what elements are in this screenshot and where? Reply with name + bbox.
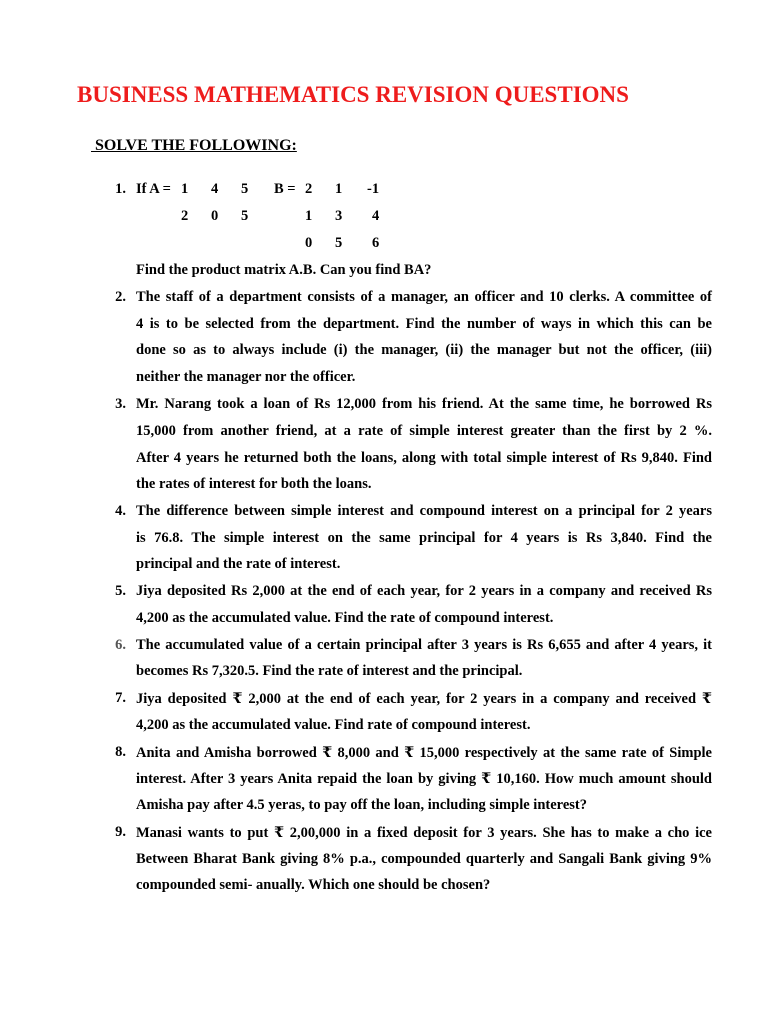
question-number: 4.: [115, 503, 126, 519]
question-number: 8.: [115, 744, 126, 760]
question-text-line: principal and the rate of interest.: [136, 556, 341, 572]
question-text-line: Jiya deposited ₹ 2,000 at the end of each year, for 2 years in a company and received ₹: [136, 691, 712, 707]
question-text-line: The accumulated value of a certain principal after 3 years is Rs 6,655 and after 4 years, it: [136, 637, 712, 653]
question-text: Find the product matrix A.B. Can you find BA?: [136, 262, 432, 278]
question-number: 2.: [115, 289, 126, 305]
matrix-b-label: B =: [274, 181, 296, 197]
matrix-b-cell: 5: [335, 235, 343, 251]
question-number: 6.: [115, 637, 126, 653]
question-text-line: 15,000 from another friend, at a rate of simple interest greater than the first by 2 %.: [136, 423, 712, 439]
question-text-line: the rates of interest for both the loans.: [136, 476, 372, 492]
question-text-line: 4,200 as the accumulated value. Find the rate of compound interest.: [136, 610, 554, 626]
question-text-line: done so as to always include (i) the manager, (ii) the manager but not the officer, (iii): [136, 342, 712, 358]
question-text-line: 4 is to be selected from the department. Find the number of ways in which this can be: [136, 316, 712, 332]
question-text-line: neither the manager nor the officer.: [136, 369, 356, 385]
matrix-a-cell: 5: [241, 208, 249, 224]
matrix-b-cell: 0: [305, 235, 313, 251]
question-text-line: After 4 years he returned both the loans, along with total simple interest of Rs 9,840. Find: [136, 450, 712, 466]
matrix-a-cell: 4: [211, 181, 219, 197]
question-text-line: Anita and Amisha borrowed ₹ 8,000 and ₹ 15,000 respectively at the same rate of Simple: [136, 745, 712, 761]
question-text-line: is 76.8. The simple interest on the same principal for 4 years is Rs 3,840. Find the: [136, 530, 712, 546]
matrix-a-cell: 5: [241, 181, 249, 197]
question-number: 9.: [115, 824, 126, 840]
question-text-line: The difference between simple interest and compound interest on a principal for 2 years: [136, 503, 712, 519]
question-number: 7.: [115, 690, 126, 706]
question-text-line: interest. After 3 years Anita repaid the loan by giving ₹ 10,160. How much amount should: [136, 771, 712, 787]
question-text-line: Between Bharat Bank giving 8% p.a., compounded quarterly and Sangali Bank giving 9%: [136, 851, 712, 867]
question-number: 3.: [115, 396, 126, 412]
matrix-a-cell: 1: [181, 181, 189, 197]
question-text-line: Jiya deposited Rs 2,000 at the end of each year, for 2 years in a company and received Rs: [136, 583, 712, 599]
matrix-b-cell: 1: [305, 208, 313, 224]
matrix-a-cell: 0: [211, 208, 219, 224]
matrix-a-label: If A =: [136, 181, 171, 197]
question-text-line: 4,200 as the accumulated value. Find rate of compound interest.: [136, 717, 531, 733]
question-text-line: Amisha pay after 4.5 yeras, to pay off the loan, including simple interest?: [136, 797, 587, 813]
question-text-line: compounded semi- anually. Which one should be chosen?: [136, 877, 491, 893]
matrix-b-cell: 6: [372, 235, 380, 251]
question-text-line: The staff of a department consists of a manager, an officer and 10 clerks. A committee of: [136, 289, 712, 305]
section-heading: SOLVE THE FOLLOWING:: [91, 137, 297, 154]
matrix-b-cell: 2: [305, 181, 313, 197]
question-text-line: Manasi wants to put ₹ 2,00,000 in a fixed deposit for 3 years. She has to make a cho ice: [136, 825, 712, 841]
matrix-b-cell: -1: [367, 181, 380, 197]
question-number: 5.: [115, 583, 126, 599]
page-title: BUSINESS MATHEMATICS REVISION QUESTIONS: [77, 82, 629, 107]
question-text-line: becomes Rs 7,320.5. Find the rate of interest and the principal.: [136, 663, 523, 679]
matrix-b-cell: 4: [372, 208, 380, 224]
question-number: 1.: [115, 181, 126, 197]
question-text-line: Mr. Narang took a loan of Rs 12,000 from his friend. At the same time, he borrowed Rs: [136, 396, 712, 412]
matrix-b-cell: 3: [335, 208, 343, 224]
matrix-a-cell: 2: [181, 208, 189, 224]
matrix-b-cell: 1: [335, 181, 343, 197]
